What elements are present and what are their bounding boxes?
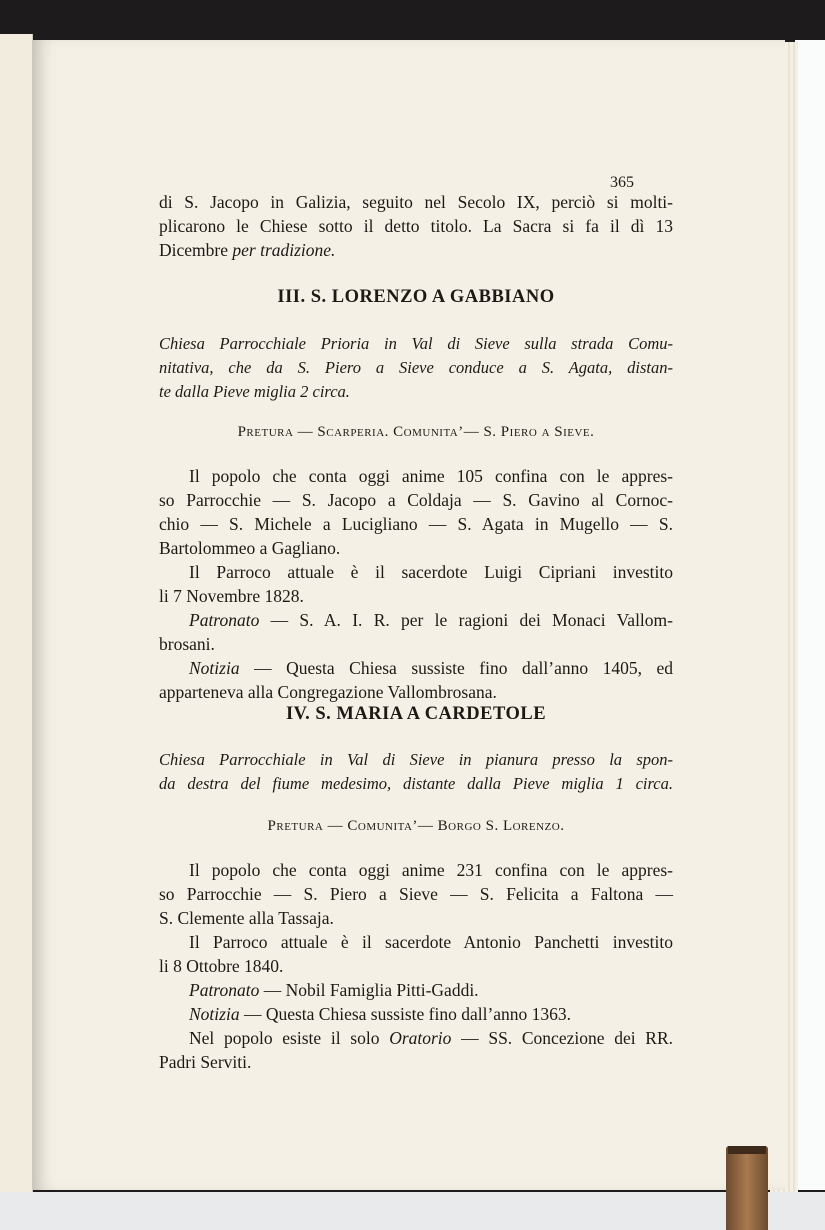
body-line: so Parrocchie — S. Jacopo a Coldaja — S. Gavino al Cornoc-: [159, 490, 673, 510]
body-line: Il Parroco attuale è il sacerdote Antonio Panchetti investito: [189, 932, 673, 952]
book-page: [33, 40, 785, 1190]
page-number: 365: [610, 174, 634, 191]
church-description: te dalla Pieve miglia 2 circa.: [159, 382, 350, 401]
intro-line: di S. Jacopo in Galizia, seguito nel Secolo IX, perciò si molti-: [159, 192, 673, 212]
intro-line: plicarono le Chiese sotto il detto titolo. La Sacra si fa il dì 13: [159, 216, 673, 236]
body-line: li 8 Ottobre 1840.: [159, 956, 284, 976]
body-line: S. Clemente alla Tassaja.: [159, 908, 334, 928]
patronato-line: [159, 608, 673, 632]
body-line: Padri Serviti.: [159, 1052, 252, 1072]
oratorio-italic: Oratorio: [389, 1028, 452, 1048]
body-line: Il Parroco attuale è il sacerdote Luigi Cipriani investito: [189, 562, 673, 582]
body-line: so Parrocchie — S. Piero a Sieve — S. Felicita a Faltona —: [159, 884, 673, 904]
church-description: da destra del fiume medesimo, distante dalla Pieve miglia 1 circa.: [159, 774, 673, 793]
patronato-text: — S. A. I. R. per le ragioni dei Monaci Vallom-: [259, 610, 673, 630]
church-description: Chiesa Parrocchiale in Val di Sieve in pianura presso la spon-: [159, 750, 673, 769]
background-bottom: [0, 1192, 825, 1230]
background-right: [795, 40, 825, 1190]
patronato-text: — Nobil Famiglia Pitti-Gaddi.: [259, 980, 479, 1000]
notizia-line: [159, 1002, 673, 1026]
notizia-label: Notizia: [189, 658, 240, 678]
notizia-text: — Questa Chiesa sussiste fino dall’anno 1405, ed: [239, 658, 673, 678]
body-line: brosani.: [159, 634, 215, 654]
notizia-label: Notizia: [189, 1004, 240, 1024]
intro-text: Dicembre: [159, 240, 233, 260]
body-line: apparteneva alla Congregazione Vallombrosana.: [159, 682, 497, 702]
body-line: chio — S. Michele a Lucigliano — S. Agata in Mugello — S.: [159, 514, 673, 534]
section-heading: III. S. LORENZO A GABBIANO: [277, 287, 555, 307]
bookmark-ribbon: [726, 1146, 768, 1230]
body-line: Il popolo che conta oggi anime 231 confina con le appres-: [189, 860, 673, 880]
patronato-label: Patronato: [189, 980, 260, 1000]
intro-italic: per tradizione.: [232, 240, 336, 260]
bookmark-ribbon-edge: [728, 1146, 766, 1154]
patronato-line: [159, 978, 673, 1002]
admin-line: Pretura — Comunita’— Borgo S. Lorenzo.: [267, 818, 565, 834]
intro-line: [159, 238, 673, 262]
facing-page-edge: [0, 34, 33, 1192]
notizia-line: [159, 656, 673, 680]
church-description: Chiesa Parrocchiale Prioria in Val di Sieve sulla strada Comu-: [159, 334, 673, 353]
admin-line: Pretura — Scarperia. Comunita’— S. Piero a Sieve.: [237, 424, 595, 440]
body-line: li 7 Novembre 1828.: [159, 586, 304, 606]
body-line: [159, 1026, 673, 1050]
section-heading: IV. S. MARIA A CARDETOLE: [285, 704, 547, 724]
notizia-text: — Questa Chiesa sussiste fino dall’anno 1363.: [239, 1004, 572, 1024]
patronato-label: Patronato: [189, 610, 260, 630]
oratorio-text: — SS. Concezione dei RR.: [451, 1028, 673, 1048]
body-line: Bartolommeo a Gagliano.: [159, 538, 341, 558]
church-description: nitativa, che da S. Piero a Sieve conduce a S. Agata, distan-: [159, 358, 673, 377]
oratorio-text: Nel popolo esiste il solo: [189, 1028, 390, 1048]
body-line: Il popolo che conta oggi anime 105 confina con le appres-: [189, 466, 673, 486]
